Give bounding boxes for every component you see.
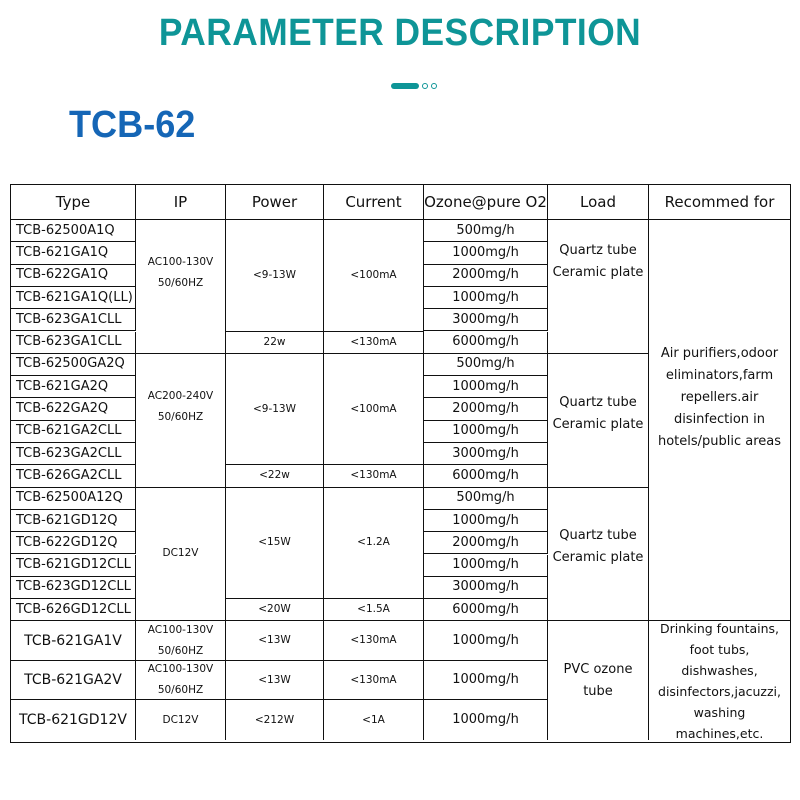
ozone-cell [424,421,548,443]
load-cell-text [553,240,644,284]
ozone-cell-line: 1000mg/h [452,672,519,688]
load-cell-line: Ceramic plate [552,550,644,566]
current-cell-line: <130mA [350,469,397,482]
ozone-cell-text [452,421,519,441]
type-cell-text [16,221,115,241]
type-cell-text [16,421,121,441]
ozone-cell-line: 3000mg/h [452,311,519,327]
recommend-cell-air-line: eliminators,farm [665,367,774,383]
type-cell-line: TCB-621GA1Q [16,244,109,260]
recommend-cell-air-line: disinfection in [673,411,766,427]
column-header-load [548,185,649,220]
ip-cell-text [148,252,213,294]
power-cell [226,661,324,701]
ozone-cell-line: 500mg/h [456,490,515,506]
type-cell [11,421,136,443]
type-cell-line: TCB-621GA1Q(LL) [16,289,133,305]
recommend-cell-water-line: disinfectors,jacuzzi, [658,683,781,699]
current-cell-text [350,630,396,651]
ozone-cell [424,465,548,487]
type-cell-line: TCB-621GD12Q [16,512,118,528]
current-cell [324,700,424,740]
ozone-cell-line: 1000mg/h [452,712,519,728]
column-header-type-text [56,192,90,212]
ozone-cell-text [452,377,519,397]
load-cell-text [553,392,644,436]
type-cell [11,242,136,264]
power-cell-line: <20W [258,603,291,616]
type-cell-line: TCB-621GA1V [24,632,122,649]
type-cell [11,599,136,621]
type-cell [11,443,136,465]
ip-cell-text [148,659,213,701]
ozone-cell-line: 1000mg/h [452,244,519,260]
power-cell-text [264,332,286,353]
type-cell-line: TCB-623GA2CLL [16,445,122,461]
load-cell-line: tube [583,683,613,699]
ip-cell-line: AC200-240V [147,389,214,402]
column-header-ozone-pure-o2-text [424,192,547,212]
current-cell-text [350,670,396,691]
ozone-cell-line: 2000mg/h [452,267,519,283]
ozone-cell [424,398,548,420]
power-cell-line: <22w [259,469,290,482]
type-cell-text [16,577,131,597]
current-cell-line: <1.2A [357,536,390,549]
type-cell-line: TCB-622GA2Q [16,401,109,417]
column-header-ozone-pure-o2 [424,185,548,220]
type-cell-text [16,533,118,553]
ip-cell-text [148,386,213,428]
column-header-recommed-for [649,185,790,220]
load-cell [548,621,649,740]
column-header-type [11,185,136,220]
ozone-cell-line: 3000mg/h [452,579,519,595]
type-cell-text [24,631,122,651]
column-header-ip-line: IP [173,193,188,211]
ozone-cell-text [452,511,519,531]
ozone-cell-text [452,444,519,464]
type-cell-line: TCB-62500A12Q [16,490,123,506]
recommend-cell-air [649,220,790,621]
type-cell-text [16,243,108,263]
type-cell-line: TCB-62500A1Q [16,222,115,238]
recommend-cell-water [649,621,790,740]
current-cell-text [357,599,390,620]
current-cell [324,599,424,621]
current-cell-line: <100mA [350,268,397,281]
ozone-cell-line: 500mg/h [456,356,515,372]
recommend-cell-air-line: Air purifiers,odoor [660,345,779,361]
type-cell-text [16,377,108,397]
ozone-cell [424,287,548,309]
current-cell-line: <1A [362,713,385,726]
recommend-cell-air-line: repellers.air [680,389,759,405]
ip-cell-line: DC12V [162,547,199,560]
divider-bar [391,83,419,89]
ozone-cell-text [452,670,519,690]
current-cell-text [350,332,396,353]
type-cell [11,577,136,599]
column-header-load-line: Load [580,193,616,211]
power-cell-text [258,532,291,553]
model-series-title: TCB-62 [69,104,196,146]
type-cell-text [16,600,131,620]
power-cell-text [258,670,291,691]
ip-cell-line: 50/60HZ [157,410,204,423]
type-cell-text [16,488,123,508]
column-header-power-text [252,192,297,212]
recommend-cell-water-line: foot tubs, dishwashes, [681,641,758,678]
type-cell-text [24,670,122,690]
current-cell [324,354,424,466]
ozone-cell-line: 1000mg/h [452,512,519,528]
type-cell [11,376,136,398]
type-cell-line: TCB-622GD12Q [16,534,118,550]
ozone-cell-line: 1000mg/h [452,557,519,573]
column-header-power [226,185,324,220]
column-header-ip-text [174,192,187,212]
column-header-recommed-for-line: Recommed for [664,193,775,211]
ozone-cell-text [456,221,514,241]
power-cell [226,621,324,661]
type-cell-text [16,511,118,531]
power-cell-line: <15W [258,536,291,549]
ozone-cell-line: 1000mg/h [452,632,519,648]
ozone-cell [424,577,548,599]
ozone-cell-text [452,600,519,620]
type-cell-text [16,332,121,352]
power-cell-text [255,710,294,731]
divider-dot [431,83,437,89]
ozone-cell-line: 500mg/h [456,222,515,238]
current-cell-line: <1.5A [357,603,390,616]
type-cell [11,332,136,354]
power-cell [226,700,324,740]
type-cell-text [16,444,121,464]
ozone-cell-text [452,243,519,263]
ozone-cell-text [452,631,519,651]
ozone-cell [424,354,548,376]
current-cell [324,488,424,600]
ozone-cell [424,242,548,264]
ip-cell [136,661,226,701]
ozone-cell [424,599,548,621]
column-header-ip [136,185,226,220]
ozone-cell-line: 6000mg/h [452,601,519,617]
ozone-cell [424,555,548,577]
type-cell [11,287,136,309]
type-cell-text [16,555,131,575]
current-cell-text [350,399,396,420]
type-cell [11,265,136,287]
ozone-cell-text [452,710,519,730]
ozone-cell-line: 2000mg/h [452,534,519,550]
ozone-cell-text [452,265,519,285]
ozone-cell-text [452,399,519,419]
load-cell-line: Quartz tube [559,242,637,258]
ozone-cell-text [452,332,519,352]
load-cell-line: Quartz tube [559,528,637,544]
recommend-cell-water-line: Drinking fountains, [659,620,780,636]
column-header-recommed-for-text [665,192,775,212]
ip-cell [136,621,226,661]
load-cell [548,488,649,622]
ip-cell [136,220,226,354]
type-cell-line: TCB-626GA2CLL [16,467,122,483]
type-cell-text [16,466,121,486]
ip-cell-text [163,543,199,564]
title-divider [391,83,437,89]
ozone-cell [424,376,548,398]
type-cell-line: TCB-621GA2V [24,672,122,689]
current-cell-line: <130mA [350,634,397,647]
type-cell-text [16,399,108,419]
recommend-cell-water-line: washing machines,etc. [675,704,764,741]
type-cell [11,661,136,701]
type-cell-text [16,354,125,374]
ozone-cell-line: 1000mg/h [452,289,519,305]
load-cell-line: PVC ozone [563,661,633,677]
current-cell-text [357,532,390,553]
ozone-cell-text [456,354,514,374]
type-cell-line: TCB-621GA2CLL [16,423,122,439]
type-cell [11,621,136,661]
power-cell [226,488,324,600]
power-cell-text [253,399,296,420]
power-cell-text [258,630,291,651]
current-cell [324,621,424,661]
current-cell-text [350,265,396,286]
load-cell-text [564,659,633,703]
type-cell [11,532,136,554]
power-cell-line: 22w [263,335,286,348]
current-cell-line: <100mA [350,402,397,415]
type-cell [11,465,136,487]
ozone-cell [424,532,548,554]
power-cell [226,332,324,354]
type-cell-line: TCB-622GA1Q [16,267,109,283]
power-cell-line: <9-13W [252,402,296,415]
type-cell-line: TCB-621GA2Q [16,378,109,394]
current-cell [324,220,424,332]
ozone-cell-line: 6000mg/h [452,334,519,350]
type-cell-line: TCB-623GA1CLL [16,311,122,327]
current-cell [324,465,424,487]
ozone-cell-line: 1000mg/h [452,423,519,439]
column-header-current-line: Current [345,193,402,211]
current-cell-text [350,465,396,486]
ozone-cell [424,309,548,331]
ip-cell-line: DC12V [162,713,199,726]
recommend-cell-air-line: hotels/public areas [657,433,782,449]
type-cell-line: TCB-623GA1CLL [16,334,122,350]
type-cell [11,700,136,740]
ip-cell-text [148,620,213,662]
ozone-cell [424,488,548,510]
load-cell-line: Ceramic plate [552,264,644,280]
ozone-cell-text [452,310,519,330]
power-cell-line: <212W [254,713,295,726]
ozone-cell-line: 1000mg/h [452,378,519,394]
type-cell [11,354,136,376]
type-cell [11,398,136,420]
ozone-cell-line: 2000mg/h [452,401,519,417]
column-header-power-line: Power [251,193,298,211]
type-cell-line: TCB-621GD12V [19,712,127,729]
load-cell-line: Ceramic plate [552,416,644,432]
load-cell [548,354,649,488]
ozone-cell-text [452,466,519,486]
power-cell-text [253,265,296,286]
ip-cell-line: AC100-130V [147,256,214,269]
ip-cell-line: AC100-130V [147,623,214,636]
type-cell [11,555,136,577]
ip-cell-line: AC100-130V [147,663,214,676]
type-cell [11,510,136,532]
type-cell-text [16,288,133,308]
power-cell-line: <9-13W [252,268,296,281]
recommend-cell-air-text [658,343,781,453]
current-cell-line: <130mA [350,335,397,348]
ozone-cell [424,621,548,661]
power-cell [226,220,324,332]
column-header-load-text [580,192,616,212]
power-cell [226,354,324,466]
power-cell-line: <13W [258,634,291,647]
type-cell-line: TCB-621GD12CLL [16,557,131,573]
column-header-current-text [345,192,401,212]
recommend-cell-water-text [651,618,788,744]
page-title: PARAMETER DESCRIPTION [158,12,642,54]
power-cell [226,465,324,487]
ip-cell [136,354,226,488]
power-cell-text [258,599,291,620]
power-cell-text [259,465,290,486]
type-cell-line: TCB-623GD12CLL [16,579,131,595]
type-cell [11,309,136,331]
ip-cell-line: 50/60HZ [157,684,204,697]
divider-dot [422,83,428,89]
ozone-cell-text [452,555,519,575]
power-cell [226,599,324,621]
type-cell [11,220,136,242]
ozone-cell-line: 3000mg/h [452,445,519,461]
ozone-cell-text [452,533,519,553]
ip-cell [136,488,226,622]
ozone-cell [424,510,548,532]
ozone-cell [424,265,548,287]
type-cell-text [16,265,108,285]
current-cell [324,332,424,354]
column-header-ozone-pure-o2-line: Ozone@pure O2 [424,193,547,211]
column-header-current [324,185,424,220]
type-cell-line: TCB-626GD12CLL [16,601,131,617]
ozone-cell-line: 6000mg/h [452,467,519,483]
type-cell [11,488,136,510]
load-cell-text [553,525,644,569]
ip-cell [136,700,226,740]
load-cell [548,220,649,354]
type-cell-text [19,710,127,730]
power-cell-line: <13W [258,673,291,686]
ozone-cell [424,661,548,701]
ozone-cell [424,700,548,740]
ozone-cell [424,332,548,354]
ip-cell-line: 50/60HZ [157,644,204,657]
ozone-cell [424,443,548,465]
current-cell-line: <130mA [350,673,397,686]
load-cell-line: Quartz tube [559,394,637,410]
column-header-type-line: Type [55,193,91,211]
type-cell-line: TCB-62500GA2Q [16,356,125,372]
current-cell-text [362,710,385,731]
ozone-cell-text [452,577,519,597]
ozone-cell [424,220,548,242]
parameter-table [10,184,791,743]
ip-cell-text [163,710,199,731]
type-cell-text [16,310,121,330]
ozone-cell-text [452,288,519,308]
current-cell [324,661,424,701]
ip-cell-line: 50/60HZ [157,277,204,290]
ozone-cell-text [456,488,514,508]
